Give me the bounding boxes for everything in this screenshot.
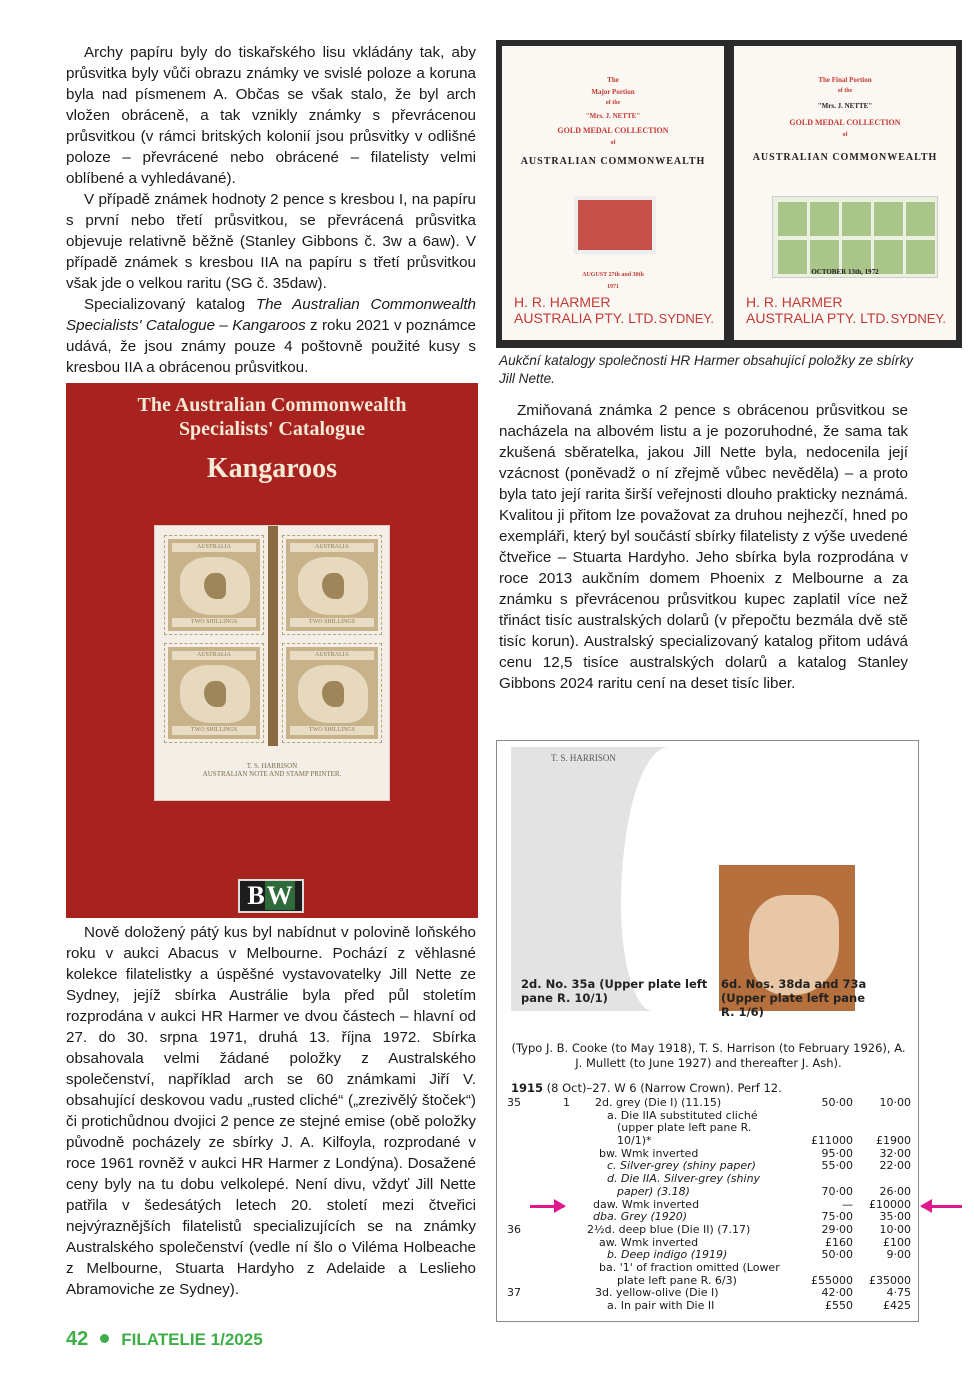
bw-publisher-logo: BW bbox=[238, 879, 304, 913]
table-row bbox=[507, 1262, 911, 1275]
row-u: £550 bbox=[825, 1299, 853, 1312]
row-desc: c. Silver-grey (shiny paper) bbox=[607, 1160, 756, 1173]
article-text-left-top bbox=[66, 42, 476, 378]
table-row bbox=[507, 1224, 911, 1237]
image-caption-6d: 6d. Nos. 38da and 73a (Upper plate left pane R. 1/6) bbox=[721, 977, 867, 1019]
row-desc: a. Die IIA substituted cliché bbox=[607, 1109, 758, 1122]
row-desc: 2d. grey (Die I) (11.15) bbox=[595, 1097, 722, 1109]
photo-caption: Aukční katalogy společnosti HR Harmer obsahující položky ze sbírky Jill Nette. bbox=[499, 353, 914, 386]
publisher-name: H. R. HARMER AUSTRALIA PTY. LTD. bbox=[746, 294, 890, 326]
row-desc: 2½d. deep blue (Die II) (7.17) bbox=[587, 1223, 751, 1236]
stamp-block-image bbox=[154, 525, 390, 801]
paragraph: Specializovaný katalog The Australian Commonwealth Specialists' Catalogue – Kangaroos z roku 2021 v poznámce udává, že jsou známy pouze 4 poštovně použité kusy s kresbou IIA a obrácenou průsvitkou. bbox=[66, 296, 476, 376]
row-v: 10·00 bbox=[879, 1222, 911, 1236]
magazine-issue: FILATELIE 1/2025 bbox=[121, 1330, 263, 1349]
table-row bbox=[507, 1173, 911, 1186]
row-u: 95·00 bbox=[821, 1146, 853, 1160]
stamp-image: AUSTRALIA TWO SHILLINGS bbox=[283, 536, 381, 634]
article-text-right bbox=[499, 400, 908, 694]
kangaroo-figure bbox=[322, 573, 344, 599]
row-v: £35000 bbox=[869, 1273, 911, 1287]
row-u: 42·00 bbox=[821, 1286, 853, 1300]
row-no: 35 bbox=[507, 1096, 521, 1109]
kangaroos-catalogue-cover bbox=[66, 383, 478, 918]
row-v: £100 bbox=[883, 1235, 911, 1249]
kangaroo-figure bbox=[204, 573, 226, 599]
auction-catalogue-1971: The Major Portion of the "Mrs. J. NETTE" GOLD MEDAL COLLECTION of AUSTRALIAN COMMONWEALTH AUGUST 27th and 30th 1971 H. R. HARMER AUSTRALIA PTY. LTD. SYDNEY. bbox=[502, 46, 724, 340]
bullet-icon bbox=[100, 1334, 109, 1343]
stamp-image: AUSTRALIA TWO SHILLINGS bbox=[283, 644, 381, 742]
row-v: 35·00 bbox=[879, 1210, 911, 1224]
kangaroo-figure bbox=[204, 681, 226, 707]
stanley-gibbons-catalogue-scan bbox=[496, 740, 919, 1322]
table-row bbox=[507, 1249, 911, 1262]
arrow-right-icon bbox=[530, 1205, 564, 1208]
row-type: 1 bbox=[563, 1096, 570, 1109]
row-u: — bbox=[842, 1197, 853, 1211]
row-u: £55000 bbox=[811, 1273, 853, 1287]
row-desc: ba. '1' of fraction omitted (Lower bbox=[599, 1261, 780, 1274]
row-u: 50·00 bbox=[821, 1248, 853, 1262]
row-no: 36 bbox=[507, 1222, 521, 1236]
row-u: £11000 bbox=[811, 1134, 853, 1148]
row-v: £425 bbox=[883, 1299, 911, 1312]
table-row bbox=[507, 1097, 911, 1110]
row-u: 70·00 bbox=[821, 1184, 853, 1198]
row-u: 50·00 bbox=[821, 1096, 853, 1109]
table-row bbox=[507, 1110, 911, 1123]
row-desc: 3d. yellow-olive (Die I) bbox=[595, 1287, 719, 1300]
row-v: 26·00 bbox=[879, 1184, 911, 1198]
row-v: 22·00 bbox=[879, 1159, 911, 1173]
arrow-left-icon bbox=[922, 1205, 962, 1208]
row-desc: bw. Wmk inverted bbox=[599, 1147, 699, 1160]
row-desc: daw. Wmk inverted bbox=[593, 1198, 700, 1211]
page-number: 42 bbox=[66, 1328, 89, 1350]
row-v: £10000 bbox=[869, 1197, 911, 1211]
image-caption-2d: 2d. No. 35a (Upper plate left pane R. 10/1) bbox=[521, 977, 708, 1005]
stamp-image: AUSTRALIA TWO SHILLINGS bbox=[165, 644, 263, 742]
row-u: £160 bbox=[825, 1235, 853, 1249]
table-row bbox=[507, 1160, 911, 1173]
row-desc: dba. Grey (1920) bbox=[593, 1211, 688, 1224]
plate-flaw-image-2d: T. S. HARRISON bbox=[511, 747, 701, 1011]
row-desc: aw. Wmk inverted bbox=[599, 1236, 699, 1249]
paragraph: Zmiňovaná známka 2 pence s obrácenou průsvitkou se nacházela na albovém listu a je pozoruhodné, že sama tak zkušená sběratelka, jakou Jill Nette byla, nedocenila její vzácnost (poněvadž o ní zřejmě vůbec nevěděla) – a proto byla tato její rarita širší veřejnosti dlouho prakticky neznámá. Kvalitou ji přitom lze považovat za druhou nejhezčí, hned po exempláři, který byl součástí sbírky filatelisty z výše uvedené čtveřice – Stuarta Hardyho. Jeho sbírka byla rozprodána v roce 2013 aukčním domem Phoenix z Melbourne a za známku s převrácenou průsvitkou kupec zaplatil více než třináct tisíc australských dolarů (v přepočtu bezmála dvě stě tisíc korun). Australský specializovaný katalog přitom udává cenu 12,5 tisíce australských dolarů a katalog Stanley Gibbons 2024 raritu cení na deset tisíc liber. bbox=[499, 402, 908, 692]
paragraph: V případě známek hodnoty 2 pence s kresbou I, na papíru s první nebo třetí průsvitkou, se převrácená průsvitka objevuje relativně běžně (Stanley Gibbons č. 3w a 6aw). V případě známek s kresbou IIA na papíru s třetí průsvitkou však jde o velkou raritu (SG č. 35daw). bbox=[66, 191, 476, 292]
printers-note: (Typo J. B. Cooke (to May 1918), T. S. Harrison (to February 1926), A. J. Mullett (to June 1927) and thereafter J. Ash). bbox=[511, 1041, 906, 1070]
paragraph: Nově doložený pátý kus byl nabídnut v polovině loňského roku v aukci Abacus v Melbourne. Pochází z věhlasné kolekce filatelistky a úspěšné vystavovatelky Jill Nette ze Sydney, jejíž sbírka Austrálie byla před půl stoletím rozprodána v aukci HR Harmer ve dvou částech – hlavní od 27. do 30. srpna 1971, druhá 13. října 1972. Sbírka obsahovala velmi žádané položky z Australského společenství, například arch se 60 známkami Jiří V. obsahující deskovou vadu „rusted cliché“ („zrezivělý štoček“) či protichůdnou dvojici 2 pence ze stejné emise (obě položky původně pocházely ze sbírky J. A. Kilfoyla, rozprodané v roce 1961 rovněž v aukci HR Harmer z Londýna). Dosažené ceny byly na tu dobu velkolepé. Není divu, vždyť Jill Nette patřila v šedesátých letech 20. století mezi čtveřici nejvýraznějších filatelistů specializujících se na známky Australského společenství (vedle ní šlo o Viléma Holbeache z Melbourne, Stuarta Hardyho z Adelaide a Leslieho Abramoviche ze Sydney). bbox=[66, 924, 476, 1298]
page-footer bbox=[66, 1328, 263, 1351]
row-no: 37 bbox=[507, 1286, 521, 1300]
auction-catalogue-1972: The Final Portion of the "Mrs. J. NETTE" GOLD MEDAL COLLECTION of AUSTRALIAN COMMONWEALTH OCTOBER 13th, 1972 H. R. HARMER AUSTRALIA PTY. LTD. SYDNEY. bbox=[734, 46, 956, 340]
table-row bbox=[507, 1135, 911, 1148]
row-v: £1900 bbox=[876, 1134, 911, 1148]
auction-catalogues-photo bbox=[496, 40, 962, 348]
publisher-name: H. R. HARMER AUSTRALIA PTY. LTD. bbox=[514, 294, 658, 326]
red-stamp-image bbox=[574, 196, 656, 254]
green-stamp-sheet-image bbox=[772, 196, 938, 278]
row-desc: d. Die IIA. Silver-grey (shiny bbox=[607, 1173, 761, 1186]
row-desc: (upper plate left pane R. bbox=[617, 1122, 752, 1135]
table-row bbox=[507, 1211, 911, 1224]
row-v: 32·00 bbox=[879, 1146, 911, 1160]
paragraph: Archy papíru byly do tiskařského lisu vkládány tak, aby průsvitka byly vůči obrazu známky ve svislé poloze a koruna byla nad písmenem A. Občas se však stalo, že byl arch vložen obráceně, a tak vznikly známky s převrácenou průsvitkou (v rámci britských kolonií jsou průsvitky v odlišné poloze – převrácené nebo obrácené – filatelisty velmi oblíbené a vyhledávané). bbox=[66, 44, 476, 187]
gutter-strip bbox=[268, 526, 278, 746]
kangaroo-figure bbox=[322, 681, 344, 707]
table-row bbox=[507, 1186, 911, 1199]
row-desc: 10/1)* bbox=[617, 1135, 652, 1148]
row-u: 75·00 bbox=[821, 1210, 853, 1224]
stamp-image: AUSTRALIA TWO SHILLINGS bbox=[165, 536, 263, 634]
cover-subtitle: Kangaroos bbox=[206, 453, 338, 484]
row-desc: a. In pair with Die II bbox=[607, 1300, 715, 1312]
article-text-left-bottom bbox=[66, 922, 476, 1300]
cover-title: The Australian Commonwealth Specialists' Catalogue bbox=[137, 394, 407, 440]
catalogue-listing bbox=[507, 1097, 911, 1313]
printer-imprint: T. S. HARRISON AUSTRALIAN NOTE AND STAMP PRINTER. bbox=[202, 762, 342, 778]
issue-heading: 1915 (8 Oct)–27. W 6 (Narrow Crown). Perf 12. bbox=[511, 1081, 782, 1095]
row-v: 4·75 bbox=[886, 1286, 911, 1300]
row-u: 55·00 bbox=[821, 1159, 853, 1173]
row-v: 9·00 bbox=[886, 1248, 911, 1262]
row-u: 29·00 bbox=[821, 1222, 853, 1236]
table-row bbox=[507, 1300, 911, 1313]
row-desc: paper) (3.18) bbox=[617, 1185, 690, 1198]
row-desc: b. Deep indigo (1919) bbox=[607, 1249, 728, 1262]
catalogue-title: The Australian Commonwealth Specialists' Catalogue – Kangaroos bbox=[66, 296, 476, 334]
row-v: 10·00 bbox=[879, 1096, 911, 1109]
row-desc: plate left pane R. 6/3) bbox=[617, 1274, 737, 1287]
